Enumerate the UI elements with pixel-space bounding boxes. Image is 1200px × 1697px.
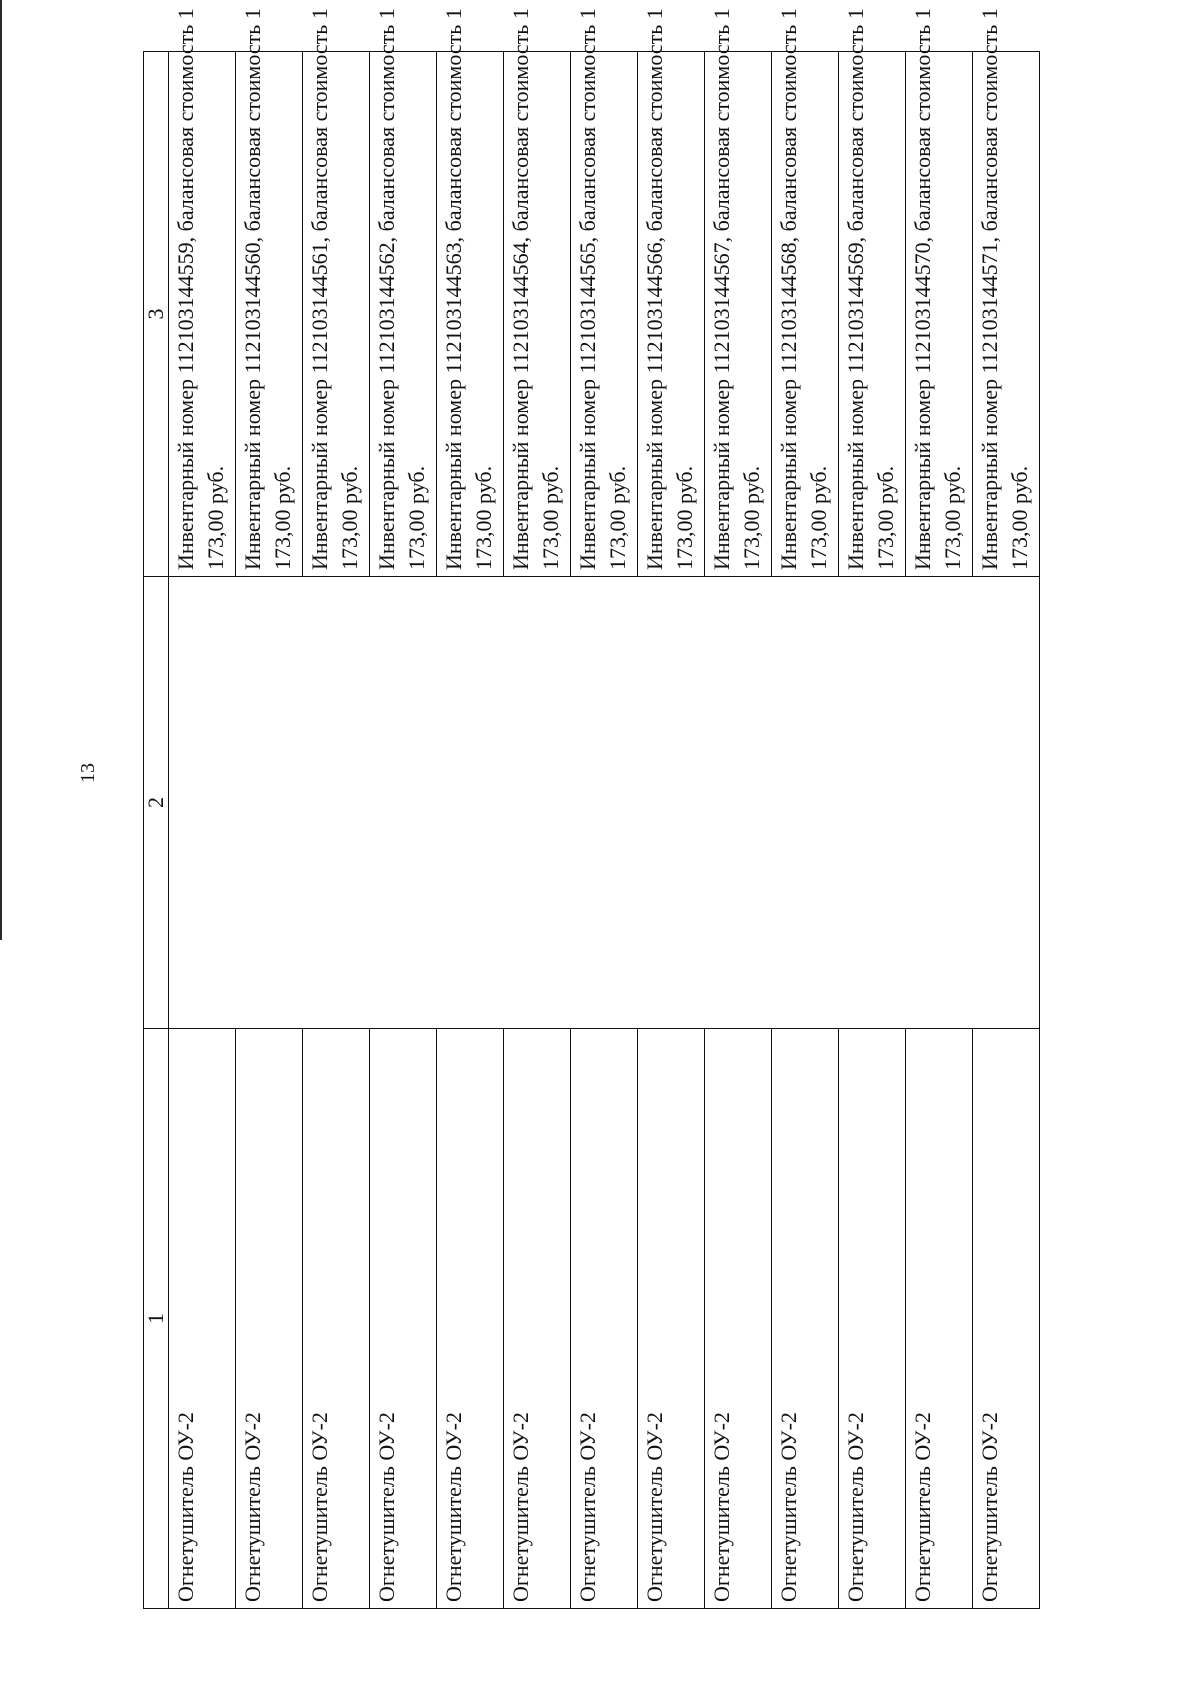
description-line-2: 173,00 руб. (940, 465, 965, 570)
item-name-cell: Огнетушитель ОУ-2 (236, 1029, 303, 1609)
table-header-row (144, 52, 169, 1609)
description-line-1: Инвентарный номер 112103144562, балансовая стоимость 1 (374, 8, 399, 570)
description-line-1: Инвентарный номер 112103144559, балансовая стоимость 1 (173, 8, 198, 570)
empty-cell (772, 577, 839, 1029)
description-line-2: 173,00 руб. (337, 465, 362, 570)
item-name-cell: Огнетушитель ОУ-2 (504, 1029, 571, 1609)
description-line-1: Инвентарный номер 112103144565, балансовая стоимость 1 (575, 8, 600, 570)
empty-cell (638, 577, 705, 1029)
item-name-cell: Огнетушитель ОУ-2 (705, 1029, 772, 1609)
item-name-cell: Огнетушитель ОУ-2 (370, 1029, 437, 1609)
description-line-1: Инвентарный номер 112103144566, балансовая стоимость 1 (642, 8, 667, 570)
description-line-2: 173,00 руб. (270, 465, 295, 570)
empty-cell (236, 577, 303, 1029)
table-row (638, 52, 705, 1609)
description-line-2: 173,00 руб. (471, 465, 496, 570)
empty-cell (303, 577, 370, 1029)
description-line-2: 173,00 руб. (1007, 465, 1032, 570)
item-name-cell: Огнетушитель ОУ-2 (303, 1029, 370, 1609)
item-name-cell: Огнетушитель ОУ-2 (169, 1029, 236, 1609)
item-name-cell: Огнетушитель ОУ-2 (571, 1029, 638, 1609)
description-line-2: 173,00 руб. (203, 465, 228, 570)
description-line-1: Инвентарный номер 112103144560, балансовая стоимость 1 (240, 8, 265, 570)
table-row (571, 52, 638, 1609)
table-body (169, 8, 1040, 1609)
description-line-1: Инвентарный номер 112103144568, балансовая стоимость 1 (776, 8, 801, 570)
description-line-2: 173,00 руб. (739, 465, 764, 570)
table-row (772, 52, 839, 1609)
item-name-cell: Огнетушитель ОУ-2 (638, 1029, 705, 1609)
column-header-2: 2 (144, 577, 169, 1029)
item-name-cell: Огнетушитель ОУ-2 (772, 1029, 839, 1609)
item-description-cell (638, 8, 705, 577)
empty-cell (370, 577, 437, 1029)
description-line-1: Инвентарный номер 112103144567, балансовая стоимость 1 (709, 8, 734, 570)
description-line-2: 173,00 руб. (538, 465, 563, 570)
description-line-1: Инвентарный номер 112103144561, балансовая стоимость 1 (307, 8, 332, 570)
item-description-cell (169, 8, 236, 577)
description-line-1: Инвентарный номер 112103144571, балансовая стоимость 1 (977, 8, 1002, 570)
item-description-cell (437, 8, 504, 577)
table-row (169, 52, 236, 1609)
item-description-cell (973, 8, 1040, 577)
item-description-cell (571, 8, 638, 577)
table-row (906, 52, 973, 1609)
item-name-cell: Огнетушитель ОУ-2 (839, 1029, 906, 1609)
rotated-sheet (143, 8, 1121, 1609)
page-number: 13 (77, 763, 99, 783)
description-line-2: 173,00 руб. (873, 465, 898, 570)
scan-edge-line (0, 0, 2, 940)
item-description-cell (906, 8, 973, 577)
empty-cell (705, 577, 772, 1029)
empty-cell (504, 577, 571, 1029)
empty-cell (169, 577, 236, 1029)
item-name-cell: Огнетушитель ОУ-2 (437, 1029, 504, 1609)
table-row (839, 52, 906, 1609)
table-row (973, 52, 1040, 1609)
table-row (370, 52, 437, 1609)
item-description-cell (236, 8, 303, 577)
item-description-cell (705, 8, 772, 577)
item-name-cell: Огнетушитель ОУ-2 (973, 1029, 1040, 1609)
item-description-cell (772, 8, 839, 577)
item-description-cell (839, 8, 906, 577)
description-line-2: 173,00 руб. (605, 465, 630, 570)
description-line-1: Инвентарный номер 112103144569, балансовая стоимость 1 (843, 8, 868, 570)
description-line-2: 173,00 руб. (806, 465, 831, 570)
item-description-cell (504, 8, 571, 577)
description-line-2: 173,00 руб. (672, 465, 697, 570)
column-header-3: 3 (144, 52, 169, 577)
item-description-cell (303, 8, 370, 577)
table-row (504, 52, 571, 1609)
empty-cell (571, 577, 638, 1029)
inventory-table (143, 8, 1040, 1609)
empty-cell (906, 577, 973, 1029)
description-line-2: 173,00 руб. (404, 465, 429, 570)
table-row (236, 52, 303, 1609)
empty-cell (973, 577, 1040, 1029)
description-line-1: Инвентарный номер 112103144564, балансовая стоимость 1 (508, 8, 533, 570)
item-name-cell: Огнетушитель ОУ-2 (906, 1029, 973, 1609)
item-description-cell (370, 8, 437, 577)
empty-cell (839, 577, 906, 1029)
description-line-1: Инвентарный номер 112103144563, балансовая стоимость 1 (441, 8, 466, 570)
column-header-1: 1 (144, 1029, 169, 1609)
table-row (437, 52, 504, 1609)
table-row (303, 52, 370, 1609)
table-row (705, 52, 772, 1609)
empty-cell (437, 577, 504, 1029)
description-line-1: Инвентарный номер 112103144570, балансовая стоимость 1 (910, 8, 935, 570)
